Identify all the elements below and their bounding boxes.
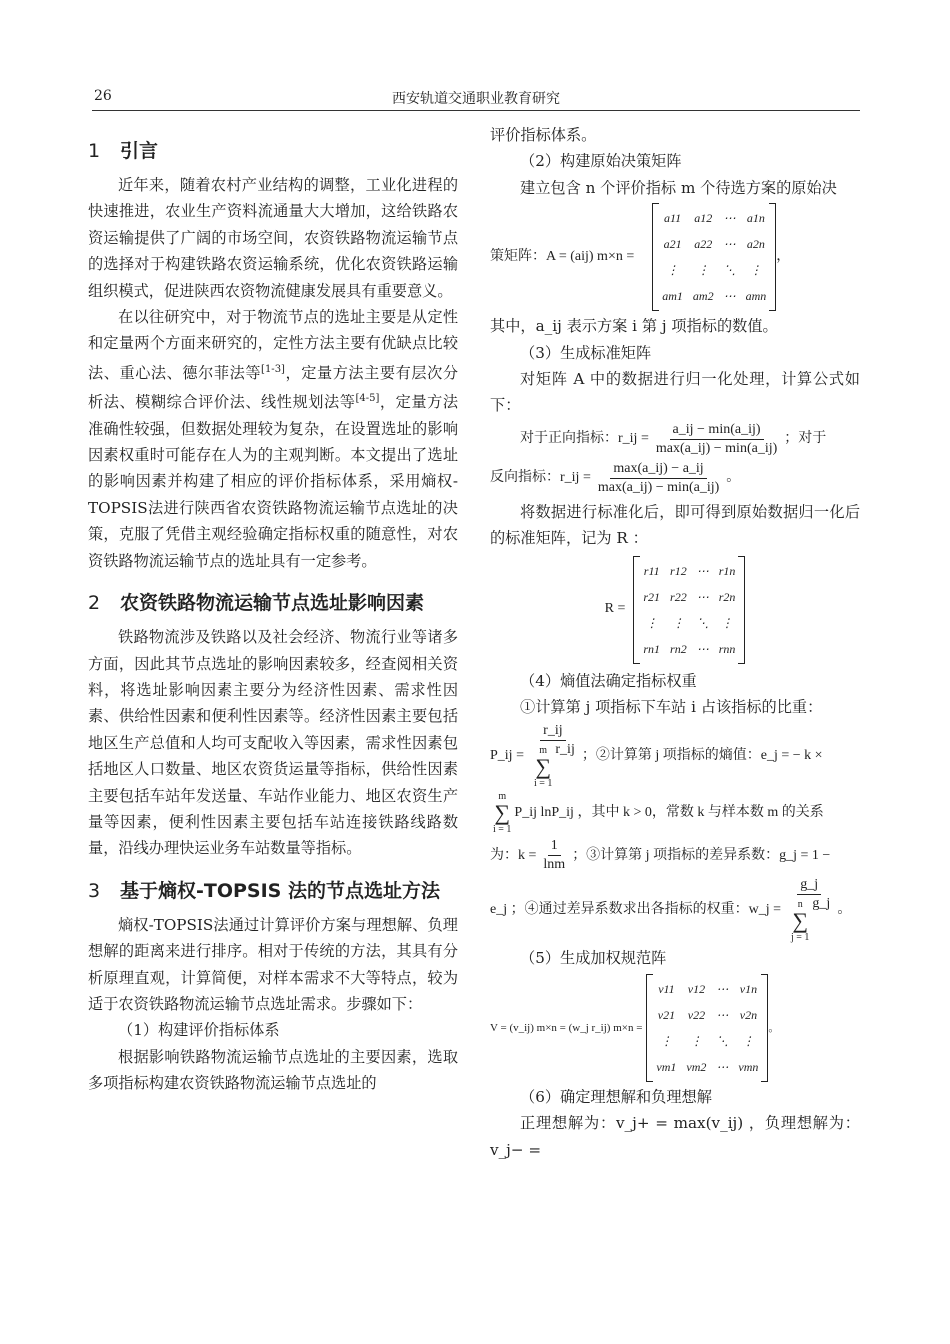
matrix-A-cell: a2n — [746, 237, 765, 252]
matrix-R-cell: rnn — [718, 641, 736, 656]
r-paragraph-2: 其中，a_ij 表示方案 i 第 j 项指标的数值。 — [490, 317, 778, 336]
matrix-A-cell: ⋮ — [666, 263, 679, 278]
section-2-heading: 2 农资铁路物流运输节点选址影响因素 — [88, 592, 425, 615]
r-paragraph-0: 评价指标体系。 — [490, 126, 597, 144]
r-paragraph-5: ①计算第 j 项指标下车站 i 占该指标的比重： — [520, 698, 823, 717]
s3-paragraph-2: 根据影响铁路物流运输节点选址的主要因素，选取多项指标构建农资铁路物流运输节点选址的 — [88, 1047, 458, 1093]
matrix-V-cell: v21 — [657, 1007, 676, 1022]
step-3-heading: （3）生成标准矩阵 — [520, 343, 652, 362]
matrix-R-cell: rn2 — [670, 641, 687, 656]
left-column — [88, 122, 458, 1097]
matrix-A-cell: ⋯ — [723, 211, 736, 226]
citation-2: [4-5] — [355, 393, 380, 405]
matrix-V-cell: ⋮ — [660, 1033, 673, 1048]
matrix-A-cell: ⋯ — [723, 289, 736, 304]
page-number: 26 — [94, 88, 112, 104]
s3-paragraph-1: 熵权-TOPSIS法通过计算评价方案与理想解、负理想解的距离来进行排序。相对于传统的方法，其具有分析原理直观，计算简便，对样本需求不大等特点，较为适于农资铁路物流运输节点选址需求。步骤如下： — [88, 915, 458, 1013]
matrix-V-cell: vmn — [738, 1059, 759, 1074]
matrix-A-cell: ⋯ — [723, 237, 736, 252]
r-paragraph-4: 将数据进行标准化后，即可得到原始数据归一化后的标准矩阵，记为 R ： — [490, 502, 860, 548]
matrix-V-cell: ⋯ — [716, 1059, 729, 1074]
matrix-V-cell: v2n — [739, 1007, 758, 1022]
matrix-R-cell: ⋮ — [645, 615, 658, 630]
entropy-formula: m ∑ i = 1 P_ij lnP_ij ，其中 k > 0，常数 k 与样本数 m 的关系 — [493, 791, 824, 836]
matrix-A-cell: ⋮ — [697, 263, 710, 278]
matrix-V-cell: v22 — [687, 1007, 706, 1022]
journal-title: 西安轨道交通职业教育研究 — [392, 91, 560, 107]
matrix-A-cell: a12 — [694, 211, 713, 226]
matrix-V-cell: vm1 — [656, 1059, 677, 1074]
matrix-A-cell: ⋮ — [749, 263, 762, 278]
matrix-A-cell: amn — [745, 289, 767, 304]
step-2-heading: （2）构建原始决策矩阵 — [520, 152, 682, 171]
s1-paragraph-2: 在以往研究中，对于物流节点的选址主要是从定性和定量两个方面来研究的，定性方法主要有优缺点比较法、重心法、德尔菲法等[1-3]，定量方法主要有层次分析法、模糊综合评价法、线性规划法等[4-5]，定量方法准确性较强，但数据处理较为复杂，在设置选址的影响因素权重时可能存在人为的主观判断。本文提出了选址的影响因素并构建了相应的评价指标体系，采用熵权-TOPSIS法进行陕西省农资铁路物流运输节点选址的决策，克服了凭借主观经验确定指标权重的随意性，对农资铁路物流运输节点的选址具有一定参考。 — [88, 308, 459, 570]
proportion-formula: P_ij = r_ij m ∑ i = 1 r_ij ；②计算第 j 项指标的熵值：e_j = − k × — [490, 723, 823, 790]
matrix-A-cell: a22 — [694, 237, 713, 252]
matrix-A-cell: ⋱ — [723, 263, 736, 278]
r-paragraph-1: 建立包含 n 个评价指标 m 个待选方案的原始决 — [520, 178, 837, 197]
right-column — [490, 122, 860, 1163]
matrix-A-cell: a1n — [746, 211, 765, 226]
matrix-R-cell: rn1 — [643, 641, 661, 656]
matrix-A — [652, 203, 776, 311]
matrix-V-cell: vm2 — [686, 1059, 707, 1074]
matrix-A-cell: a21 — [663, 237, 682, 252]
matrix-V-cell: ⋮ — [690, 1033, 703, 1048]
matrix-V — [646, 974, 768, 1082]
matrix-R-cell: r2n — [718, 589, 736, 604]
matrix-R — [633, 556, 745, 664]
s2-paragraph-1: 铁路物流涉及铁路以及社会经济、物流行业等诸多方面，因此其节点选址的影响因素较多，经查阅相关资料，将选址影响因素主要分为经济性因素、需求性因素、供给性因素和便利性因素等。经济性因素主要包括地区生产总值和人均可支配收入等因素，需求性因素包括地区人口数量、地区农资货运量等指标，供给性因素主要包括车站年发送量、车站作业能力、地区农资生产量等因素，便利性因素主要包括车站连接铁路线路数量，沿线办理快运业务车站数量等指标。 — [88, 628, 458, 858]
matrix-A-cell: am2 — [692, 289, 714, 304]
matrix-R-cell: r22 — [670, 589, 687, 604]
s1-paragraph-1: 近年来，随着农村产业结构的调整，工业化进程的快速推进，农业生产资料流通量大大增加，这给铁路农资运输提供了广阔的市场空间，农资铁路物流运输节点的选择对于构建铁路农资运输系统，优化农资铁路运输组织模式，促进陕西农资物流健康发展具有重要意义。 — [88, 176, 458, 300]
positive-index-formula: 对于正向指标：r_ij = $\frac{a\_ij - \min(a\_ij)}{\max(a\_ij) - \min(a\_ij)}$ ；对于 — [520, 421, 827, 456]
matrix-V-cell: ⋯ — [716, 981, 729, 996]
r-paragraph-3: 对矩阵 A 中的数据进行归一化处理，计算公式如下： — [490, 370, 860, 415]
matrix-R-equation: R = r11 r12 ⋯ r1n r21 r22 ⋯ r2n ⋮ ⋮ ⋱ ⋮ rn1 rn2 ⋯ rnn — [490, 556, 860, 664]
section-1-heading: 1 引言 — [88, 140, 159, 162]
section-3-heading: 3 基于熵权-TOPSIS 法的节点选址方法 — [88, 879, 440, 902]
r-paragraph-9: 正理想解为：v_j+ = max(v_ij) ，负理想解为：v_j− = — [490, 1114, 860, 1159]
matrix-V-cell: ⋮ — [742, 1033, 755, 1048]
running-header — [92, 86, 860, 111]
matrix-A-cell: am1 — [662, 289, 683, 304]
negative-index-formula: 反向指标：r_ij = $\frac{\max(a\_ij) - a\_ij}{\max(a\_ij) - \min(a\_ij)}$ 。 — [490, 460, 741, 495]
matrix-A-equation: 策矩阵：A = (a ij) m×n = a11 a12 ⋯ a1n a21 a22 ⋯ a2n ⋮ ⋮ ⋱ ⋮ am1 am2 ⋯ amn ， — [490, 203, 860, 311]
matrix-R-cell: ⋮ — [721, 615, 734, 630]
matrix-V-cell: ⋱ — [716, 1033, 729, 1048]
matrix-R-cell: ⋯ — [696, 641, 709, 656]
matrix-R-cell: ⋯ — [696, 563, 709, 578]
step-5-heading: （5）生成加权规范阵 — [520, 949, 667, 968]
weight-formula: e_j ；④通过差异系数求出各指标的权重：w_j = g_j n ∑ j = 1 g_j 。 — [490, 877, 852, 944]
step-4-heading: （4）熵值法确定指标权重 — [520, 671, 697, 690]
matrix-V-cell: ⋯ — [716, 1007, 729, 1022]
matrix-R-cell: r21 — [643, 589, 661, 604]
matrix-R-cell: ⋮ — [672, 615, 685, 630]
matrix-V-cell: v1n — [739, 981, 758, 996]
matrix-V-cell: v12 — [687, 981, 706, 996]
matrix-A-cell: a11 — [664, 211, 682, 226]
matrix-V-cell: v11 — [658, 981, 675, 996]
matrix-V-equation: V = (v_ij) m×n = (w_j r_ij) m×n = v11 v12 ⋯ v1n v21 v22 ⋯ v2n ⋮ ⋮ ⋱ ⋮ vm1 vm2 ⋯ vmn 。 — [490, 974, 860, 1082]
step-6-heading: （6）确定理想解和负理想解 — [520, 1087, 712, 1106]
citation-1: [1-3] — [261, 363, 285, 375]
matrix-R-cell: r1n — [718, 563, 736, 578]
k-formula: 为：k = $\frac{1}{\ln m}$ ；③计算第 j 项指标的差异系数：g_j = 1 − — [490, 838, 831, 873]
step-1-heading: （1）构建评价指标体系 — [118, 1021, 280, 1040]
matrix-R-cell: ⋯ — [696, 589, 709, 604]
matrix-R-cell: r12 — [670, 563, 687, 578]
matrix-R-cell: r11 — [643, 563, 660, 578]
matrix-R-cell: ⋱ — [696, 615, 709, 630]
